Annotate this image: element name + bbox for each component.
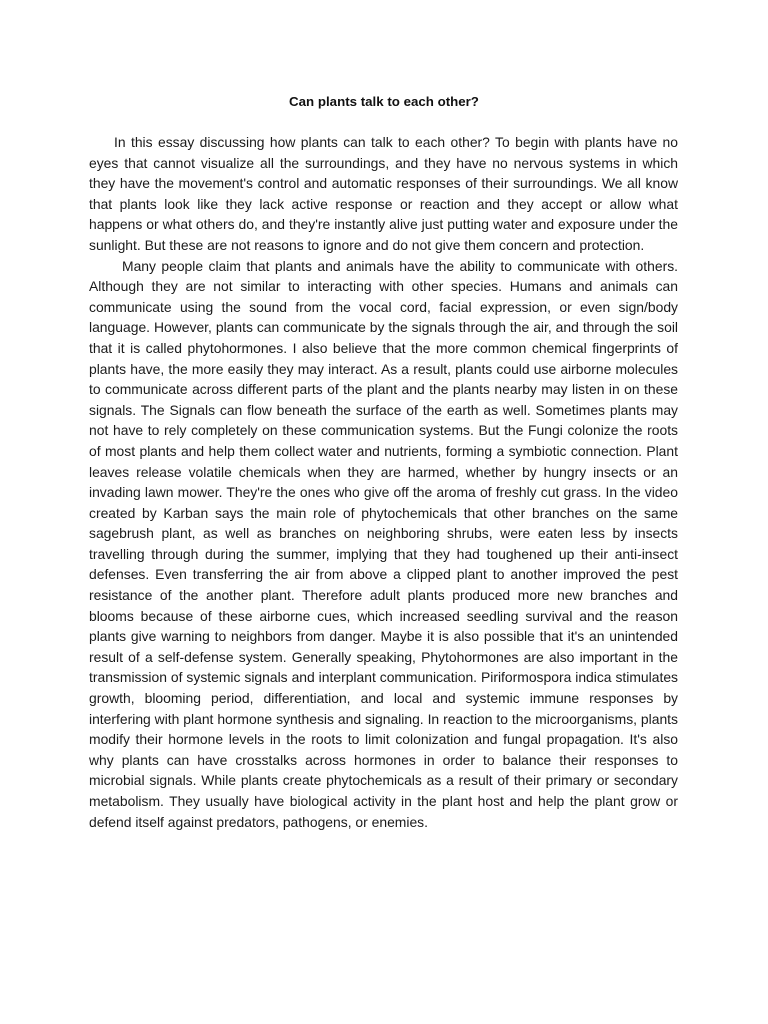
paragraph-plant-communication: Many people claim that plants and animals have the ability to communicate with others. Although they are not similar to interacting with other species. Humans and animals can communicate using the sound from the vocal cord, facial expression, or even sign/body language. However, plants can communicate by the signals through the air, and through the soil that it is called phytohormones. I also believe that the more common chemical fingerprints of plants have, the more easily they may interact. As a result, plants could use airborne molecules to communicate across different parts of the plant and the plants nearby may listen in on these signals. The Signals can flow beneath the surface of the earth as well. Sometimes plants may not have to rely completely on these communication systems. But the Fungi colonize the roots of most plants and help them collect water and nutrients, forming a symbiotic connection. Plant leaves release volatile chemicals when they are harmed, whether by hungry insects or an invading lawn mower. They're the ones who give off the aroma of freshly cut grass. In the video created by Karban says the main role of phytochemicals that other branches on the same sagebrush plant, as well as branches on neighboring shrubs, were eaten less by insects travelling through during the summer, implying that they had toughened up their anti-insect defenses. Even transferring the air from above a clipped plant to another improved the pest resistance of the another plant. Therefore adult plants produced more new branches and blooms because of these airborne cues, which increased seedling survival and the reason plants give warning to neighbors from danger. Maybe it is also possible that it's an unintended result of a self-defense system. Generally speaking, Phytohormones are also important in the transmission of systemic signals and interplant communication. Piriformospora indica stimulates growth, blooming period, differentiation, and local and systemic immune responses by interfering with plant hormone synthesis and signaling. In reaction to the microorganisms, plants modify their hormone levels in the roots to limit colonization and fungal propagation. It's also why plants can have crosstalks across hormones in order to balance their responses to microbial signals. While plants create phytochemicals as a result of their primary or secondary metabolism. They usually have biological activity in the plant host and help the plant grow or defend itself against predators, pathogens, or enemies. — [89, 257, 678, 830]
essay-title: Can plants talk to each other? — [289, 94, 479, 109]
essay-body — [89, 132, 678, 832]
paragraph-intro: In this essay discussing how plants can talk to each other? To begin with plants have no eyes that cannot visualize all the surroundings, and they have no nervous systems in which they have the movement's control and automatic responses of their surroundings. We all know that plants look like they lack active response or reaction and they accept or allow what happens or what others do, and they're instantly alive just putting water and exposure under the sunlight. But these are not reasons to ignore and do not give them concern and protection. — [89, 134, 678, 253]
